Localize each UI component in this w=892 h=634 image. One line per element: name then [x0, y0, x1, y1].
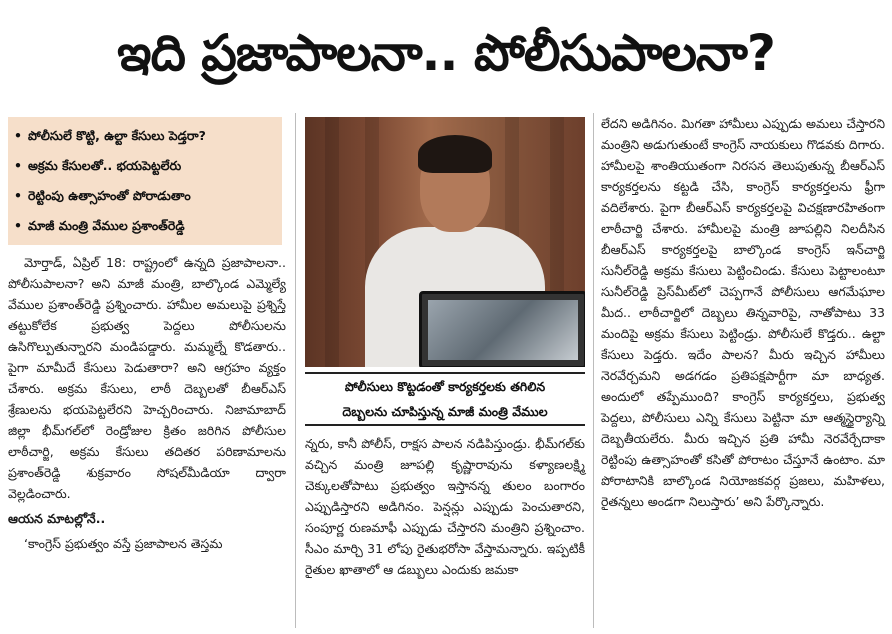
photo-caption — [305, 372, 585, 426]
highlight-item: • మాజీ మంత్రి వేముల ప్రశాంత్‌రెడ్డి — [14, 211, 276, 241]
column-divider — [593, 113, 594, 628]
highlights-box — [8, 117, 282, 245]
highlight-item: • అక్రమ కేసులతో.. భయపెట్టలేరు — [14, 151, 276, 181]
article-paragraph: లేదని అడిగినం. మిగతా హామీలు ఎప్పుడు అమలు చేస్తారని మంత్రిని అడుగుతుంటే కాంగ్రెస్‌ నాయకులు గొడవకు దిగారు. హామీలపై శాంతియుతంగా నిరసన తెలుపుతున్న బీఆర్‌ఎస్‌ కార్యకర్తలను కట్టడి చేసి, కాంగ్రెస్‌ కార్యకర్తలను ఫ్రీగా వదిలేశారు. పైగా బీఆర్‌ఎస్‌ కార్యకర్తలపై విచక్షణారహితంగా లాఠీచార్జి చేశారు. హామీలపై మంత్రి జూపల్లిని నిలదీసిన బీఆర్‌ఎస్‌ కార్యకర్తలపై బాల్కొండ కాంగ్రెస్‌ ఇన్‌చార్జి సునీల్‌రెడ్డి అక్రమ కేసులు పెట్టించిండు. కేసులు పెట్టాలంటూ సునీల్‌రెడ్డి ప్రెస్‌మీట్‌లో చెప్పగానే పోలీసులు ఆగమేఘాల మీద.. లాఠీచార్జిలో దెబ్బలు తిన్నవారిపై, నాతోపాటు 33 మందిపై అక్రమ కేసులు పెట్టిండ్రు. పోలీసులే కొడ్తరు.. ఉల్టా కేసులు పెడ్తరు. ఇదేం పాలన? మీరు ఇచ్చిన హామీలు నెరవేర్చమని అడగడం ప్రతిపక్షపార్టీగా మా బాధ్యత. అందులో తప్పేముంది? కాంగ్రెస్‌ కార్యకర్తలు, ప్రభుత్వ పెద్దలు, పోలీసులు ఎన్ని కేసులు పెట్టినా మా ఆత్మస్థైర్యాన్ని దెబ్బతీయలేరు. మీరు ఇచ్చిన ప్రతి హామీ నెరవేర్చేదాకా రెట్టింపు ఉత్సాహంతో కసితో పోరాటం చేస్తూనే ఉంటాం. మా పోరాటానికి బాల్కొండ నియోజకవర్గ ప్రజలు, మహిళలు, రైతన్నలు అండగా నిలుస్తారు’ అని పేర్కొన్నారు. — [601, 116, 885, 509]
tablet-device — [419, 291, 585, 367]
headline: ఇది ప్రజాపాలనా.. పోలీసుపాలనా? — [117, 24, 775, 82]
highlight-item: • పోలీసులే కొట్టి, ఉల్టా కేసులు పెడ్తరా? — [14, 121, 276, 151]
article-paragraph: న్నరు, కానీ పోలీస్‌, రాక్షస పాలన నడిపిస్తుండ్రు. భీమ్‌గల్‌కు వచ్చిన మంత్రి జూపల్లి కృష్ణారావును కళ్యాణలక్ష్మి చెక్కులతోపాటు ప్రభుత్వం ఇస్తానన్న తులం బంగారం ఎప్పుడిస్తారని అడిగినం. పెన్షన్లు ఎప్పుడు పెంచుతారని, సంపూర్ణ రుణమాఫీ ఎప్పుడు చేస్తారని మంత్రిని ప్రశ్నించాం. సీఎం మార్చి 31 లోపు రైతుభరోసా వేస్తామన్నారు. ఇప్పటికీ రైతుల ఖాతాలో ఆ డబ్బులు ఎందుకు జమకా — [305, 436, 585, 577]
news-photo — [305, 117, 585, 367]
article-paragraph: మోర్తాడ్‌, ఏప్రిల్‌ 18: రాష్ట్రంలో ఉన్నది ప్రజాపాలనా.. పోలీసుపాలనా? అని మాజీ మంత్రి, బాల్కొండ ఎమ్మెల్యే వేముల ప్రశాంత్‌రెడ్డి ప్రశ్నించారు. హామీల అమలుపై ప్రశ్నిస్తే తట్టుకోలేక ప్రభుత్వ పెద్దలు పోలీసులను ఉసిగొల్పుతున్నారని మండిపడ్డారు. మమ్మల్నే కొడతారు.. పైగా మామీదే కేసులు పెడుతారా? అని ఆగ్రహం వ్యక్తం చేశారు. అక్రమ కేసులు, లాఠీ దెబ్బలతో బీఆర్‌ఎస్‌ శ్రేణులను భయపెట్టలేరని హెచ్చరించారు. నిజామాబాద్‌ జిల్లా భీమ్‌గల్‌లో రెండ్రోజుల క్రితం జరిగిన పోలీసుల లాఠీచార్జి, అక్రమ కేసులు తదితర పరిణామాలను ప్రశాంత్‌రెడ్డి శుక్రవారం సోషల్‌మీడియా ద్వారా వెల్లడించారు. — [8, 255, 286, 501]
column-divider — [295, 113, 296, 628]
article-column-2 — [305, 433, 585, 580]
caption-line: దెబ్బలను చూపిస్తున్న మాజీ మంత్రి వేముల — [342, 404, 548, 419]
article-column-3 — [601, 113, 885, 512]
highlight-item: • రెట్టింపు ఉత్సాహంతో పోరాడుతాం — [14, 181, 276, 211]
article-column-1 — [8, 252, 286, 554]
section-lead: ఆయన మాటల్లోనే.. — [8, 511, 106, 526]
article-paragraph: ‘కాంగ్రెస్‌ ప్రభుత్వం వస్తే ప్రజాపాలన తెస్తమ — [24, 536, 223, 551]
caption-line: పోలీసులు కొట్టడంతో కార్యకర్తలకు తగిలిన — [344, 379, 546, 394]
